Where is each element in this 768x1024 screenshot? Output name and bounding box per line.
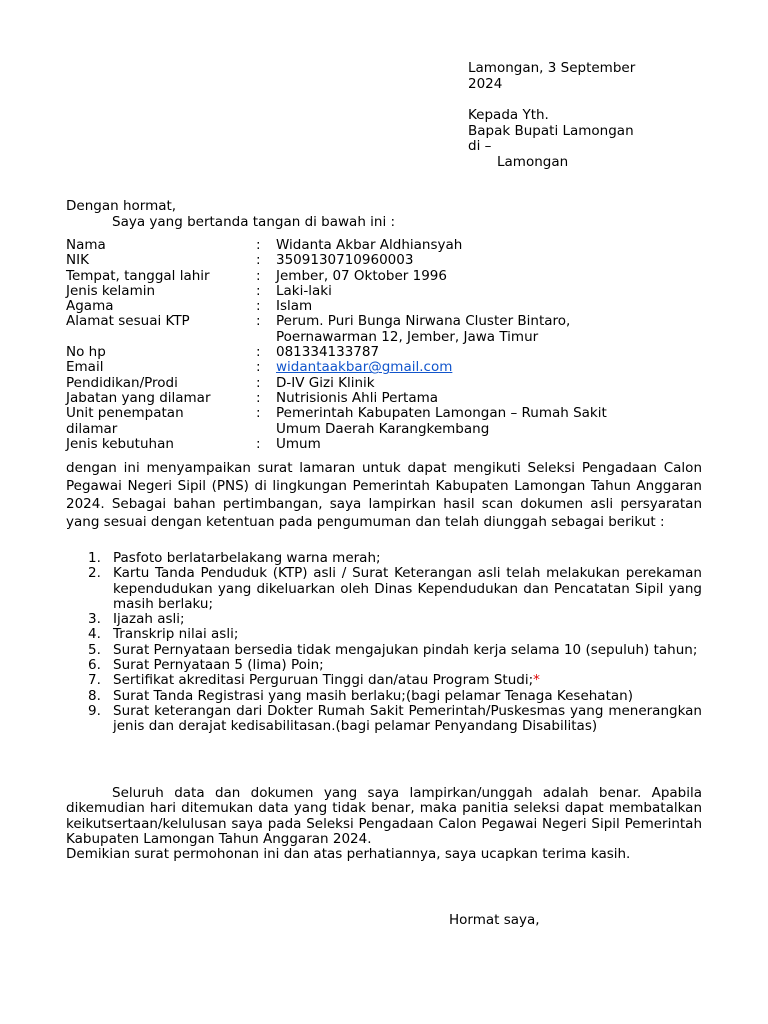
field-label: Jenis kebutuhan xyxy=(66,435,174,452)
list-number: 5. xyxy=(88,641,101,658)
list-item xyxy=(66,612,702,627)
closing-paragraph-1: Seluruh data dan dokumen yang saya lampirkan/unggah adalah benar. Apabila dikemudian hari ditemukan data yang tidak benar, maka panitia seleksi dapat membatalkan keikutsertaan/kelulusan saya pada Seleksi Pengadaan Calon Pegawai Negeri Sipil Pemerintah Kabupaten Lamongan Tahun Anggaran 2024. xyxy=(66,785,702,847)
place-date: Lamongan, 3 September 2024 xyxy=(468,60,636,92)
field-value: 081334133787 xyxy=(276,344,380,361)
closing-block xyxy=(66,786,702,862)
list-text: Ijazah asli; xyxy=(113,611,185,628)
field-label: Alamat sesuai KTP xyxy=(66,313,190,330)
field-colon: : xyxy=(256,389,261,406)
list-text: Surat Tanda Registrasi yang masih berlaku;(bagi pelamar Tenaga Kesehatan) xyxy=(113,687,633,704)
recipient-line-3: di – xyxy=(468,138,492,154)
intro: Saya yang bertanda tangan di bawah ini : xyxy=(112,213,396,230)
list-text: Surat Pernyataan bersedia tidak mengajukan pindah kerja selama 10 (sepuluh) tahun; xyxy=(113,641,698,658)
recipient-line-4: Lamongan xyxy=(497,153,569,170)
field-colon: : xyxy=(256,344,261,361)
list-number: 7. xyxy=(88,672,101,689)
list-item xyxy=(66,658,702,673)
field-value: Umum xyxy=(276,435,321,452)
list-item xyxy=(66,673,702,688)
list-item xyxy=(66,627,702,642)
field-label: Jabatan yang dilamar xyxy=(66,389,211,406)
field-value-cont: Umum Daerah Karangkembang xyxy=(276,420,490,437)
attachment-list xyxy=(66,551,702,735)
recipient-line-2: Bapak Bupati Lamongan xyxy=(468,122,634,139)
field-colon: : xyxy=(256,435,261,452)
field-colon: : xyxy=(256,267,261,284)
field-colon: : xyxy=(256,313,261,330)
recipient-line-1: Kepada Yth. xyxy=(468,107,549,123)
field-colon: : xyxy=(256,374,261,391)
list-number: 1. xyxy=(88,550,101,566)
field-colon: : xyxy=(256,298,261,315)
spacer xyxy=(468,92,668,108)
greeting-block xyxy=(66,199,395,230)
field-label: No hp xyxy=(66,344,106,361)
list-text: Transkrip nilai asli; xyxy=(113,626,239,643)
list-item xyxy=(66,551,702,566)
field-value: Perum. Puri Bunga Nirwana Cluster Bintaro, xyxy=(276,313,571,330)
list-item xyxy=(66,643,702,658)
field-value: Pemerintah Kabupaten Lamongan – Rumah Sakit xyxy=(276,405,607,422)
list-text: Surat Pernyataan 5 (lima) Poin; xyxy=(113,657,324,674)
field-colon: : xyxy=(256,252,261,269)
field-value: Jember, 07 Oktober 1996 xyxy=(276,267,447,284)
field-value: D-IV Gizi Klinik xyxy=(276,374,375,391)
list-number: 4. xyxy=(88,626,101,643)
field-value: Widanta Akbar Aldhiansyah xyxy=(276,237,463,253)
field-label: Unit penempatan xyxy=(66,405,184,422)
field-value: Laki-laki xyxy=(276,282,332,299)
list-number: 3. xyxy=(88,611,101,628)
body-paragraph: dengan ini menyampaikan surat lamaran untuk dapat mengikuti Seleksi Pengadaan Calon Pegawai Negeri Sipil (PNS) di lingkungan Pemerintah Kabupaten Lamongan Tahun Anggaran 2024. Sebagai bahan pertimbangan, saya lampirkan hasil scan dokumen asli persyaratan yang sesuai dengan ketentuan pada pengumuman dan telah diunggah sebagai berikut : xyxy=(66,460,702,530)
list-text: Surat keterangan dari Dokter Rumah Sakit Pemerintah/Puskesmas yang menerangkan jenis dan derajat kedisabilitasan.(bagi pelamar Penyandang Disabilitas) xyxy=(113,702,702,735)
field-label: Email xyxy=(66,359,104,376)
recipient-block xyxy=(468,61,668,170)
list-text: Kartu Tanda Penduduk (KTP) asli / Surat Keterangan asli telah melakukan perekaman kependudukan yang dikeluarkan oleh Dinas Kependudukan dan Pencatatan Sipil yang masih berlaku; xyxy=(113,565,702,612)
list-text: Sertifikat akreditasi Perguruan Tinggi dan/atau Program Studi; xyxy=(113,672,534,689)
greeting: Dengan hormat, xyxy=(66,198,177,214)
required-mark: * xyxy=(533,672,540,689)
field-label-cont: dilamar xyxy=(66,420,118,437)
field-label: Tempat, tanggal lahir xyxy=(66,267,210,284)
field-label: Pendidikan/Prodi xyxy=(66,374,178,391)
list-number: 9. xyxy=(88,702,101,719)
field-colon: : xyxy=(256,405,261,422)
field-label: Agama xyxy=(66,298,114,315)
list-number: 6. xyxy=(88,657,101,674)
field-colon: : xyxy=(256,237,261,253)
list-item xyxy=(66,689,702,704)
closing-paragraph-2: Demikian surat permohonan ini dan atas perhatiannya, saya ucapkan terima kasih. xyxy=(66,846,631,863)
sign-off: Hormat saya, xyxy=(449,912,540,928)
field-value: Islam xyxy=(276,298,313,315)
field-value-cont: Poernawarman 12, Jember, Jawa Timur xyxy=(276,328,539,345)
field-label: NIK xyxy=(66,252,89,269)
field-colon: : xyxy=(256,359,261,376)
email-link[interactable]: widantaakbar@gmail.com xyxy=(276,359,453,376)
list-number: 8. xyxy=(88,687,101,704)
list-number: 2. xyxy=(88,565,101,582)
list-item xyxy=(66,704,702,735)
field-label: Jenis kelamin xyxy=(66,282,156,299)
field-value: Nutrisionis Ahli Pertama xyxy=(276,389,439,406)
list-item xyxy=(66,566,702,612)
list-text: Pasfoto berlatarbelakang warna merah; xyxy=(113,550,381,566)
field-colon: : xyxy=(256,282,261,299)
field-value: 3509130710960003 xyxy=(276,252,414,269)
field-label: Nama xyxy=(66,237,106,253)
